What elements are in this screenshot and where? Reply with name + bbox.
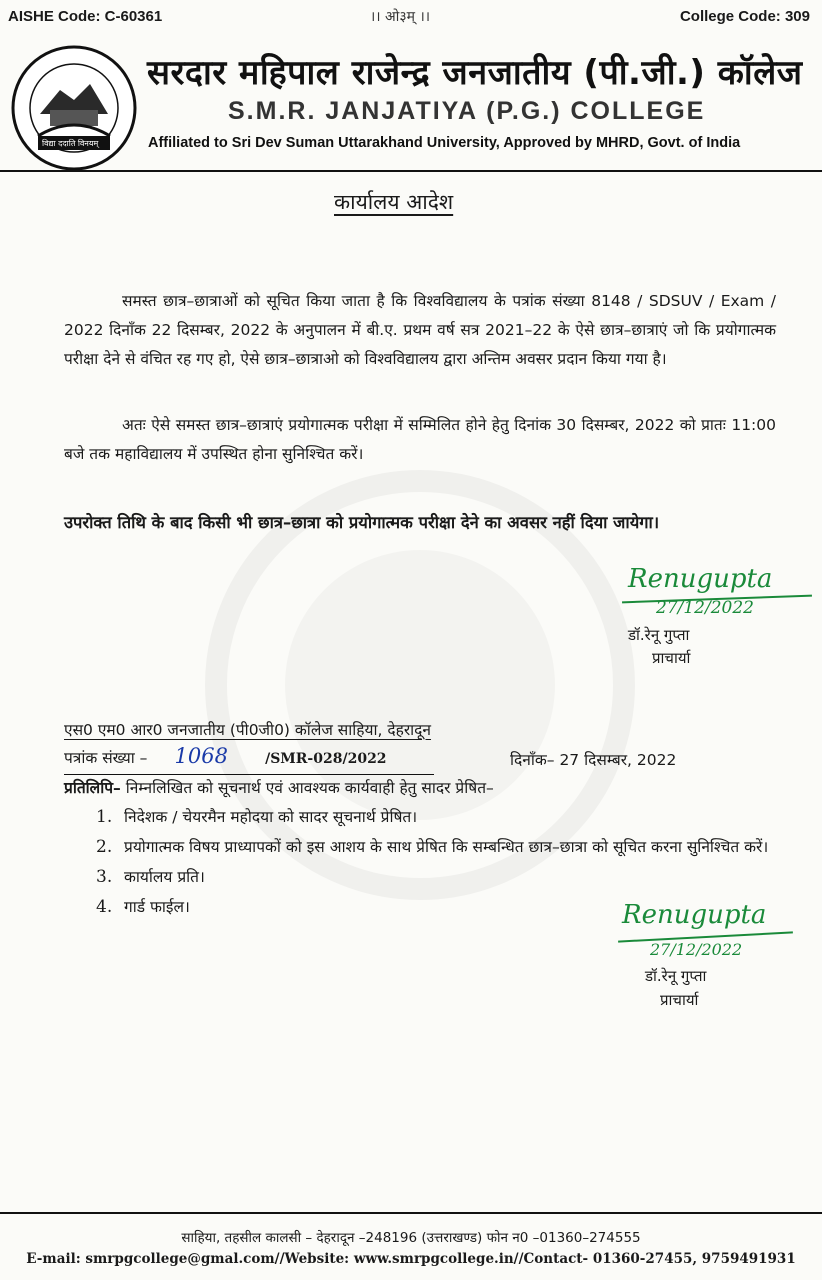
- order-bold-note: उपरोक्त तिथि के बाद किसी भी छात्र–छात्रा को प्रयोगात्मक परीक्षा देने का अवसर नहीं दिया जायेगा।: [64, 513, 660, 532]
- signature-date: 27/12/2022: [656, 598, 754, 618]
- college-title-hindi: सरदार महिपाल राजेन्द्र जनजातीय (पी.जी.) कॉलेज: [147, 53, 803, 93]
- reference-code: /SMR-028/2022: [265, 751, 387, 767]
- footer-contact: E-mail: smrpgcollege@gmal.com//Website: www.smrpgcollege.in//Contact- 01360-27455, 9759491931: [26, 1251, 796, 1267]
- principal-signature: Renugupta: [628, 564, 773, 594]
- logo-motto: विद्या ददाति विनयम्: [42, 139, 99, 148]
- list-item: [96, 804, 788, 830]
- order-paragraph-2: अतः ऐसे समस्त छात्र–छात्राएं प्रयोगात्मक परीक्षा में सम्मिलित होने हेतु दिनांक 30 दिसम्बर, 2022 को प्रातः 11:00 बजे तक महाविद्यालय में उपस्थित होना सुनिश्चित करें।: [64, 416, 776, 463]
- aishe-code: AISHE Code: C-60361: [8, 8, 163, 25]
- copy-date: दिनाँक– 27 दिसम्बर, 2022: [510, 751, 677, 769]
- reference-label: पत्रांक संख्या –: [64, 749, 148, 767]
- principal-name-2: डॉ.रेनू गुप्ता: [645, 967, 707, 985]
- list-item: [96, 834, 788, 860]
- list-number: 1.: [96, 807, 113, 827]
- header-divider: [0, 170, 822, 172]
- principal-name: डॉ.रेनू गुप्ता: [628, 626, 690, 644]
- principal-signature-2: Renugupta: [622, 900, 767, 930]
- list-text: कार्यालय प्रति।: [124, 868, 205, 886]
- list-text: निदेशक / चेयरमैन महोदया को सादर सूचनार्थ प्रेषित।: [124, 808, 418, 826]
- order-paragraph-1: समस्त छात्र–छात्राओं को सूचित किया जाता है कि विश्वविद्यालय के पत्रांक संख्या 8148 / SDSUV / Exam / 2022 दिनाँक 22 दिसम्बर, 2022 के अनुपालन में बी.ए. प्रथम वर्ष सत्र 2021–22 के ऐसे छात्र–छात्राएं जो कि प्रयोगात्मक परीक्षा देने से वंचित रह गए हो, ऐसे छात्र–छात्राओ को विश्वविद्यालय द्वारा अन्तिम अवसर प्रदान किया गया है।: [64, 292, 776, 368]
- order-heading: कार्यालय आदेश: [334, 190, 454, 214]
- principal-title: प्राचार्या: [652, 649, 691, 667]
- footer-address: साहिया, तहसील कालसी – देहरादून –248196 (उत्तराखण्ड) फोन न0 –01360–274555: [181, 1230, 641, 1246]
- list-item: [96, 864, 788, 890]
- cc-label: प्रतिलिपि–: [64, 779, 121, 797]
- reference-line: [64, 744, 434, 775]
- college-title-english: S.M.R. JANJATIYA (P.G.) COLLEGE: [228, 97, 706, 125]
- reference-number: 1068: [174, 744, 228, 768]
- principal-title-2: प्राचार्या: [660, 991, 699, 1009]
- cc-text: निम्नलिखित को सूचनार्थ एवं आवश्यक कार्यवाही हेतु सादर प्रेषित–: [125, 779, 494, 797]
- list-number: 4.: [96, 897, 113, 917]
- affiliation-line: Affiliated to Sri Dev Suman Uttarakhand University, Approved by MHRD, Govt. of India: [148, 135, 741, 151]
- office-line: एस0 एम0 आर0 जनजातीय (पी0जी0) कॉलेज साहिया, देहरादून: [64, 721, 432, 739]
- college-logo: [10, 44, 138, 172]
- list-number: 3.: [96, 867, 113, 887]
- list-text: प्रयोगात्मक विषय प्राध्यापकों को इस आशय के साथ प्रेषित कि सम्बन्धित छात्र–छात्रा को सूचित करना सुनिश्चित करें।: [124, 838, 769, 856]
- list-text: गार्ड फाईल।: [124, 898, 190, 916]
- list-number: 2.: [96, 837, 113, 857]
- footer-divider: [0, 1212, 822, 1214]
- college-code: College Code: 309: [679, 8, 810, 25]
- cc-line: [64, 776, 494, 798]
- om-invocation: ।। ओ३म् ।।: [370, 9, 431, 25]
- signature-date-2: 27/12/2022: [650, 940, 743, 959]
